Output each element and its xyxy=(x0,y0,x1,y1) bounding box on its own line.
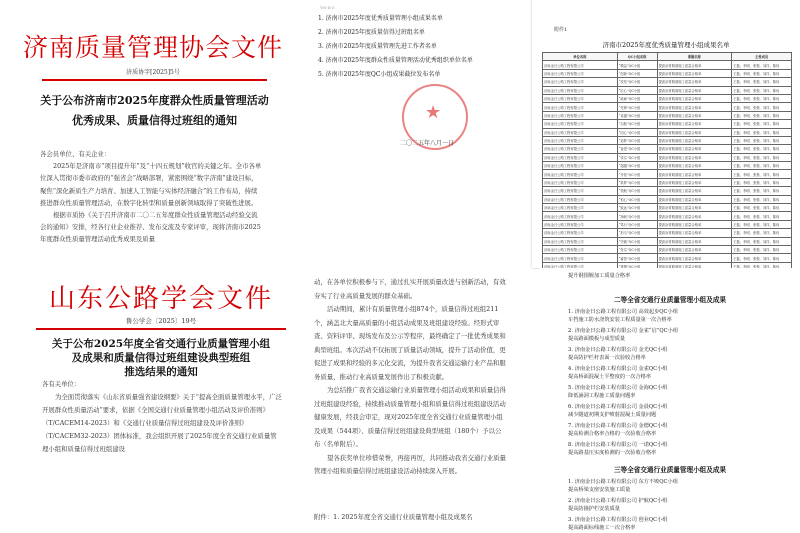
entry-topic: 降低涵洞工程施工质量问题率 xyxy=(568,393,636,399)
body-paragraph: 2025年是济南市“项目提升年”及“十四五规划”收官的关键之年。全市各单位深入贯彻市委市政府的“强省会”战略部署，紧密围绕“数字济南”建设目标，聚焦“深化新质生产力培育、加速人工智能与实体经济融合”的工作布局，持续推进群众性质量管理活动，在数字化转型和质量创新领域取得了突破性进展。 xyxy=(40,162,262,207)
entry-company: 济南金曰公路工程有限公司 xyxy=(574,498,637,504)
table-cell: 提高沥青路面施工质量合格率 xyxy=(657,212,732,220)
table-header-row xyxy=(543,53,792,61)
table-cell: 提高沥青路面施工质量合格率 xyxy=(657,245,732,253)
table-row xyxy=(543,245,792,253)
document-header: 济南质量管理协会文件 xyxy=(22,33,283,62)
table-row xyxy=(543,254,792,262)
entry-company: 济南金曰公路工程有限公司 xyxy=(574,517,637,523)
list-item: 2. 济南市2025年度质量信得过班组名单 xyxy=(318,29,425,36)
table-cell: “筑梦”QC小组 xyxy=(617,178,657,186)
entry-number: 2 xyxy=(568,328,572,334)
body-paragraph: 活动期间，累计有质量管理小组874个，质量信得过班组211个，涵盖北大量高质量的小组活动成果及班组建设经验。经形式审查、资料评审、现场发布及公示等程序，最终确定了一批优秀成果和典型班组。本次活动不仅拓展了质量活动领域，提升了活动价值，更促进了成果和经验的多元化交流，为提升我省交通运输行业产品和服务质量、推动行业高质量发展作出了积极贡献。 xyxy=(314,305,506,381)
table-cell: 王磊、李明、张强、刘洋、陈伟 xyxy=(732,220,792,228)
table-row xyxy=(543,69,792,77)
table-cell: 济南金曰公路工程有限公司 xyxy=(543,78,618,86)
entry-company: 济南金曰公路工程有限公司 xyxy=(574,442,637,448)
table-cell: “匠心”QC小组 xyxy=(617,86,657,94)
table-cell: 济南金曰公路工程有限公司 xyxy=(543,237,618,245)
entry-topic: 提高防撞护栏安装质量 xyxy=(568,506,620,512)
table-cell: 济南金曰公路工程有限公司 xyxy=(543,254,618,262)
body-paragraph: 动，在各单位积极参与下，通过扎实开展质量改进与创新活动，有效夯实了行业高质量发展的群众基础。 xyxy=(314,278,506,300)
section-heading: 二等全省交通行业质量管理小组及成果 xyxy=(613,296,727,304)
table-row xyxy=(543,195,792,203)
table-cell: 王磊、李明、张强、刘洋、陈伟 xyxy=(732,212,792,220)
table-cell: “领航”QC小组 xyxy=(617,187,657,195)
entry-number: 6 xyxy=(568,404,572,410)
table-cell: 王磊、李明、张强、刘洋、陈伟 xyxy=(732,170,792,178)
table-cell: 济南金曰公路工程有限公司 xyxy=(543,187,618,195)
table-cell: 济南金曰公路工程有限公司 xyxy=(543,170,618,178)
table-cell: “睿智”QC小组 xyxy=(617,254,657,262)
table-cell: “精益”QC小组 xyxy=(617,61,657,69)
table-cell: 提高沥青路面施工质量合格率 xyxy=(657,111,732,119)
body-paragraph: 望各获奖单位珍惜荣誉，再接再厉，共同推动我省交通行业质量管理小组和质量信得过班组建设活动持续深入开展。 xyxy=(314,453,506,475)
entry-group: 金雀“启”QC小组 xyxy=(638,328,679,334)
table-cell: 提高沥青路面施工质量合格率 xyxy=(657,136,732,144)
table-cell: “笃行”QC小组 xyxy=(617,220,657,228)
table-cell: 提高沥青路面施工质量合格率 xyxy=(657,229,732,237)
table-cell: 提高沥青路面施工质量合格率 xyxy=(657,254,732,262)
entry-separator: . xyxy=(571,366,575,372)
entry-number: 7 xyxy=(568,423,572,429)
table-cell: 济南金曰公路工程有限公司 xyxy=(543,86,618,94)
table-cell: 提高沥青路面施工质量合格率 xyxy=(657,220,732,228)
table-cell: 提高沥青路面施工质量合格率 xyxy=(657,187,732,195)
table-cell: “扬帆”QC小组 xyxy=(617,212,657,220)
official-seal-icon: ★ xyxy=(402,84,468,150)
table-cell: 济南金曰公路工程有限公司 xyxy=(543,262,618,268)
entry-group: 金雀QC小组 xyxy=(638,366,668,372)
table-cell: 提高沥青路面施工质量合格率 xyxy=(657,262,732,268)
table-row xyxy=(543,220,792,228)
document-number: 鲁公学会〔2025〕19号 xyxy=(125,317,197,325)
document-number: 济质协字[2025]5号 xyxy=(126,69,180,76)
table-cell: “拼搏”QC小组 xyxy=(617,262,657,268)
table-cell: 济南金曰公路工程有限公司 xyxy=(543,229,618,237)
table-cell: 王磊、李明、张强、刘洋、陈伟 xyxy=(732,120,792,128)
column-header: 课题名称 xyxy=(657,53,732,61)
table-cell: 济南金曰公路工程有限公司 xyxy=(543,153,618,161)
entry-separator: . xyxy=(571,423,575,429)
table-row xyxy=(543,103,792,111)
entry-company: 济南金曰公路工程有限公司 xyxy=(574,385,637,391)
table-cell: 王磊、李明、张强、刘洋、陈伟 xyxy=(732,187,792,195)
entry-line xyxy=(568,384,668,391)
table-row xyxy=(543,237,792,245)
table-cell: 王磊、李明、张强、刘洋、陈伟 xyxy=(732,178,792,186)
table-row xyxy=(543,145,792,153)
table-cell: 济南金曰公路工程有限公司 xyxy=(543,103,618,111)
entry-topic: 提高路面标线施工一次合格率 xyxy=(568,525,636,531)
table-cell: 提高沥青路面施工质量合格率 xyxy=(657,170,732,178)
table-cell: 王磊、李明、张强、刘洋、陈伟 xyxy=(732,78,792,86)
table-cell: 济南金曰公路工程有限公司 xyxy=(543,195,618,203)
table-cell: “突破”QC小组 xyxy=(617,237,657,245)
section-heading: 三等全省交通行业质量管理小组及成果 xyxy=(613,466,727,474)
table-row xyxy=(543,178,792,186)
entry-group: 东方不败QC小组 xyxy=(638,479,678,485)
entry-group: 一诺QC小组 xyxy=(638,442,668,448)
table-cell: 提高沥青路面施工质量合格率 xyxy=(657,237,732,245)
entry-topic: 提高防护栏杆表面一次验收合格率 xyxy=(568,355,646,361)
entry-topic: 提高路面模板与成型质量 xyxy=(568,336,626,342)
table-cell: 济南金曰公路工程有限公司 xyxy=(543,145,618,153)
body-paragraph: 为总结推广我省交通运输行业质量管理小组活动成果和质量信得过班组建设经验，持续推动质量管理小组和质量信得过班组建设活动健康发展，经我会审定，现对2025年度全省交通行业质量管理小组及成果（544项）、质量信得过班组建设典型班组（180个）予以公布（名单附后）。 xyxy=(314,386,506,448)
award-list-page xyxy=(540,268,800,533)
table-cell: 提高沥青路面施工质量合格率 xyxy=(657,69,732,77)
attachment-footer: 附件：1. 2025年度全省交通行业质量管理小组及成果名 xyxy=(314,513,473,521)
table-cell: 王磊、李明、张强、刘洋、陈伟 xyxy=(732,204,792,212)
table-row xyxy=(543,187,792,195)
entry-topic: 车挡施工防水浇筑安装工程质量第一次合格率 xyxy=(568,317,672,323)
table-cell: “奋进”QC小组 xyxy=(617,145,657,153)
column-header: 主要成员 xyxy=(732,53,792,61)
table-cell: 王磊、李明、张强、刘洋、陈伟 xyxy=(732,162,792,170)
results-table xyxy=(542,52,792,268)
table-cell: 王磊、李明、张强、刘洋、陈伟 xyxy=(732,128,792,136)
entry-company: 济南金曰公路工程有限公司 xyxy=(574,347,637,353)
list-item: 1. 济南市2025年度优秀质量管理小组成果名单 xyxy=(318,15,443,22)
table-cell: “追梦”QC小组 xyxy=(617,136,657,144)
table-cell: “攻坚”QC小组 xyxy=(617,78,657,86)
page-number: YN-II-3 xyxy=(320,5,335,10)
column-header: QC小组名称 xyxy=(617,53,657,61)
table-cell: 王磊、李明、张强、刘洋、陈伟 xyxy=(732,145,792,153)
entry-separator: . xyxy=(571,309,575,315)
table-cell: “开拓”QC小组 xyxy=(617,170,657,178)
table-cell: 济南金曰公路工程有限公司 xyxy=(543,212,618,220)
entry-group: 高效起步QC小组 xyxy=(638,309,678,315)
table-row xyxy=(543,212,792,220)
entry-topic: 提高桥面混凝土平整度的一次合格率 xyxy=(568,374,652,380)
table-row xyxy=(543,136,792,144)
body-paragraph: 根据市质协《关于召开济南市二〇二五年度群众性质量管理活动经验交流会的通知》安排，经各行业企业推荐、发布交流及专家评审，现将济南市2025年度群众性质量管理活动优秀成果及质量 xyxy=(40,211,261,244)
entry-separator: . xyxy=(571,328,575,334)
table-row xyxy=(543,94,792,102)
table-cell: 提高沥青路面施工质量合格率 xyxy=(657,153,732,161)
table-cell: 济南金曰公路工程有限公司 xyxy=(543,94,618,102)
body-paragraph: 为全面贯彻落实《山东省质量强省建设纲要》关于“提高全面质量管理水平，广泛开展群众性质量活动”要求，依据《全国交通行业质量管理小组活动及评价准则》（T/CACEM14-2023）和《交通行业质量信得过班组建设及评价准则》（T/CACEM32-2023）团体标准，我会组织开展了2025年度全省交通行业质量管理小组和质量信得过班组建设 xyxy=(42,393,282,453)
entry-group: 护航QC小组 xyxy=(638,498,668,504)
entry-company: 济南金曰公路工程有限公司 xyxy=(574,366,637,372)
table-cell: 提高沥青路面施工质量合格率 xyxy=(657,145,732,153)
table-cell: 提高沥青路面施工质量合格率 xyxy=(657,94,732,102)
entry-separator: . xyxy=(571,385,575,391)
attachment-list xyxy=(318,12,518,82)
entry-line xyxy=(568,403,668,410)
entry-line xyxy=(568,365,668,372)
notice-title-line1: 关于公布济南市2025年度群众性质量管理活动 xyxy=(40,94,269,107)
entry-separator: . xyxy=(571,347,575,353)
table-cell: 济南金曰公路工程有限公司 xyxy=(543,120,618,128)
table-cell: “担当”QC小组 xyxy=(617,229,657,237)
entry-separator: . xyxy=(571,442,575,448)
table-cell: 济南金曰公路工程有限公司 xyxy=(543,178,618,186)
table-row xyxy=(543,162,792,170)
seal-date: 二〇二五年八月一日 xyxy=(400,140,455,147)
entry-line xyxy=(568,327,678,334)
notice-document-jinan xyxy=(22,0,284,268)
entry-line xyxy=(568,478,678,485)
entry-line xyxy=(568,346,668,353)
table-cell: 王磊、李明、张强、刘洋、陈伟 xyxy=(732,103,792,111)
table-row xyxy=(543,128,792,136)
entry-group: 创业QC小组 xyxy=(638,517,668,523)
entry-separator: . xyxy=(571,479,575,485)
notice-title-line1: 关于公布2025年度全省交通行业质量管理小组 xyxy=(51,338,271,350)
entry-topic: 提高路基压实度检测的一次验收合格率 xyxy=(568,450,657,456)
entry-group: 金光QC小组 xyxy=(638,347,668,353)
entry-number: 5 xyxy=(568,385,572,391)
entry-number: 1 xyxy=(568,309,572,315)
table-cell: 提高沥青路面施工质量合格率 xyxy=(657,178,732,186)
table-cell: 王磊、李明、张强、刘洋、陈伟 xyxy=(732,61,792,69)
table-row xyxy=(543,170,792,178)
entry-group: 金德QC小组 xyxy=(638,423,668,429)
table-row xyxy=(543,229,792,237)
table-row xyxy=(543,78,792,86)
table-cell: “卓越”QC小组 xyxy=(617,111,657,119)
entry-number: 8 xyxy=(568,442,572,448)
entry-company: 济南金曰公路工程有限公司 xyxy=(574,404,637,410)
table-cell: “启航”QC小组 xyxy=(617,120,657,128)
table-cell: 王磊、李明、张强、刘洋、陈伟 xyxy=(732,94,792,102)
notice-continuation-page xyxy=(300,268,514,533)
entry-company: 济南金曰公路工程有限公司 xyxy=(574,479,637,485)
salutation: 各会员单位、有关企业： xyxy=(40,150,111,158)
list-item: 4. 济南市2025年度群众性质量管理活动优秀组织单位名单 xyxy=(318,57,473,64)
table-cell: 济南金曰公路工程有限公司 xyxy=(543,162,618,170)
entry-number: 1 xyxy=(568,479,572,485)
table-cell: 济南金曰公路工程有限公司 xyxy=(543,61,618,69)
table-cell: “先锋”QC小组 xyxy=(617,103,657,111)
table-cell: 提高沥青路面施工质量合格率 xyxy=(657,162,732,170)
table-cell: “求实”QC小组 xyxy=(617,153,657,161)
table-row xyxy=(543,153,792,161)
table-cell: 济南金曰公路工程有限公司 xyxy=(543,111,618,119)
table-cell: 提高沥青路面施工质量合格率 xyxy=(657,195,732,203)
table-cell: 济南金曰公路工程有限公司 xyxy=(543,245,618,253)
column-header: 单位名称 xyxy=(543,53,618,61)
document-header: 山东公路学会文件 xyxy=(48,284,273,314)
table-row xyxy=(543,111,792,119)
notice-body xyxy=(40,148,262,246)
table-cell: “同心”QC小组 xyxy=(617,128,657,136)
entry-group: 金晨QC小组 xyxy=(638,404,668,410)
table-cell: 济南金曰公路工程有限公司 xyxy=(543,204,618,212)
table-cell: 王磊、李明、张强、刘洋、陈伟 xyxy=(732,245,792,253)
table-cell: 济南金曰公路工程有限公司 xyxy=(543,128,618,136)
entry-company: 济南金曰公路工程有限公司 xyxy=(574,423,637,429)
entry-topic: 减少隧道初期支护喷射混凝土质量问题 xyxy=(568,412,657,418)
table-cell: 王磊、李明、张强、刘洋、陈伟 xyxy=(732,153,792,161)
entry-company: 济南金曰公路工程有限公司 xyxy=(574,328,637,334)
entry-topic: 提高检测合格率合格的一次验收合格率 xyxy=(568,431,657,437)
table-cell: 提高沥青路面施工质量合格率 xyxy=(657,86,732,94)
table-row xyxy=(543,204,792,212)
results-table-page xyxy=(532,0,800,268)
attachment-list-page xyxy=(296,0,522,268)
table-cell: 王磊、李明、张强、刘洋、陈伟 xyxy=(732,195,792,203)
table-cell: 济南金曰公路工程有限公司 xyxy=(543,136,618,144)
entry-separator: . xyxy=(571,404,575,410)
table-cell: “务实”QC小组 xyxy=(617,245,657,253)
notice-title-line2: 及成果和质量信得过班组建设典型班组 xyxy=(71,352,251,364)
table-cell: 济南金曰公路工程有限公司 xyxy=(543,69,618,77)
table-cell: “超越”QC小组 xyxy=(617,162,657,170)
entry-number: 2 xyxy=(568,498,572,504)
entry-line xyxy=(568,516,668,523)
table-cell: 提高沥青路面施工质量合格率 xyxy=(657,103,732,111)
entry-group: 金海QC小组 xyxy=(638,385,668,391)
table-cell: 提高沥青路面施工质量合格率 xyxy=(657,120,732,128)
entry-line xyxy=(568,308,678,315)
entry-company: 济南金曰公路工程有限公司 xyxy=(574,309,637,315)
entry-number: 3 xyxy=(568,347,572,353)
notice-title-line3: 推选结果的通知 xyxy=(124,366,198,378)
red-divider xyxy=(36,328,286,330)
table-cell: 提高沥青路面施工质量合格率 xyxy=(657,128,732,136)
attachment-label: 附件1 xyxy=(554,27,568,33)
table-cell: “创新”QC小组 xyxy=(617,69,657,77)
entry-number: 3 xyxy=(568,517,572,523)
table-cell: 提高沥青路面施工质量合格率 xyxy=(657,78,732,86)
table-cell: “致远”QC小组 xyxy=(617,204,657,212)
table-row xyxy=(543,61,792,69)
table-cell: “砥砺”QC小组 xyxy=(617,94,657,102)
entry-topic: 提高桥梁支座安装施工质量 xyxy=(568,487,631,493)
entry-number: 4 xyxy=(568,366,572,372)
table-cell: 王磊、李明、张强、刘洋、陈伟 xyxy=(732,254,792,262)
notice-title-line2: 优秀成果、质量信得过班组的通知 xyxy=(72,114,237,127)
table-cell: 王磊、李明、张强、刘洋、陈伟 xyxy=(732,136,792,144)
table-cell: 王磊、李明、张强、刘洋、陈伟 xyxy=(732,86,792,94)
table-body xyxy=(543,61,792,268)
notice-body xyxy=(314,276,506,479)
table-cell: 王磊、李明、张强、刘洋、陈伟 xyxy=(732,229,792,237)
table-cell: 提高沥青路面施工质量合格率 xyxy=(657,61,732,69)
entry-line xyxy=(568,497,668,504)
salutation: 各有关单位： xyxy=(42,380,81,388)
table-row xyxy=(543,86,792,94)
list-item: 3. 济南市2025年度质量管理先进工作者名单 xyxy=(318,43,437,50)
table-cell: 济南金曰公路工程有限公司 xyxy=(543,220,618,228)
entry-separator: . xyxy=(571,517,575,523)
red-divider xyxy=(42,79,267,81)
table-cell: 王磊、李明、张强、刘洋、陈伟 xyxy=(732,111,792,119)
table-cell: 王磊、李明、张强、刘洋、陈伟 xyxy=(732,69,792,77)
table-row xyxy=(543,120,792,128)
table-cell: 王磊、李明、张强、刘洋、陈伟 xyxy=(732,237,792,245)
table-cell: “恒心”QC小组 xyxy=(617,195,657,203)
notice-document-shandong xyxy=(22,268,300,533)
table-cell: 王磊、李明、张强、刘洋、陈伟 xyxy=(732,262,792,268)
table-title: 济南市2025年度优秀质量管理小组成果名单 xyxy=(602,41,730,49)
table-cell: 提高沥青路面施工质量合格率 xyxy=(657,204,732,212)
entry-separator: . xyxy=(571,498,575,504)
notice-body xyxy=(42,378,282,456)
list-item-continued: 提升钢围堰加工质量合格率 xyxy=(568,273,631,279)
entry-line xyxy=(568,441,668,448)
entry-line xyxy=(568,422,668,429)
list-item: 5. 济南市2025年度QC小组成果截位发布名单 xyxy=(318,71,441,78)
